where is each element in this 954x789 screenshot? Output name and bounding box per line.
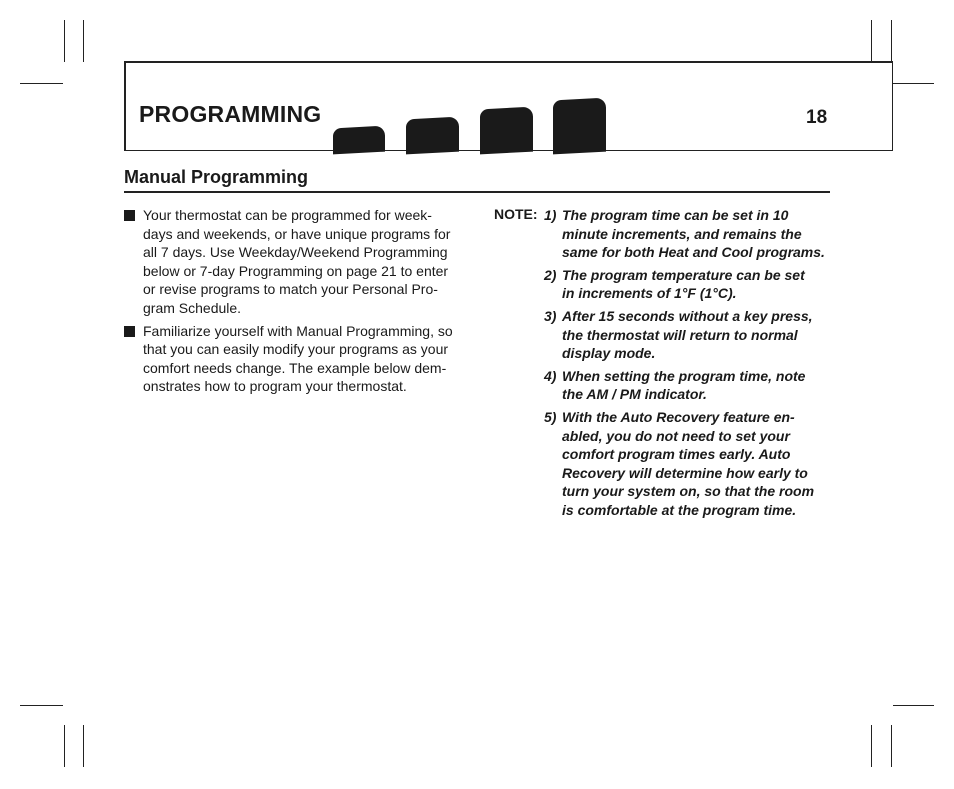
list-item	[124, 322, 464, 396]
note-item	[544, 307, 839, 363]
crop-mark	[893, 705, 934, 706]
crop-mark	[20, 83, 63, 84]
square-bullet-icon	[124, 210, 135, 221]
crop-mark	[64, 725, 65, 767]
page-number: 18	[806, 107, 828, 128]
bullet-text: Familiarize yourself with Manual Programming, so that you can easily modify your programs as your comfort needs change. The example below dem- onstrates how to program your thermostat.	[143, 322, 453, 395]
heading-rule	[124, 191, 830, 193]
note-number: 5)	[544, 408, 557, 425]
square-bullet-icon	[124, 326, 135, 337]
note-text: When setting the program time, note the AM / PM indicator.	[562, 367, 806, 403]
note-text: The program temperature can be set in increments of 1°F (1°C).	[562, 266, 805, 302]
manual-programming-heading: Manual Programming	[124, 167, 309, 187]
note-item	[544, 408, 839, 520]
note-text: After 15 seconds without a key press, the thermostat will return to normal display mode.	[562, 307, 813, 362]
crop-mark	[64, 20, 65, 62]
section-tab	[480, 107, 533, 155]
note-text: With the Auto Recovery feature en- abled, you do not need to set your comfort program times early. Auto Recovery will determine how early to turn your system on, so that the room is comfortable at the program time.	[562, 408, 815, 518]
crop-mark	[871, 20, 872, 62]
crop-mark	[891, 20, 892, 62]
note-item	[544, 206, 839, 262]
crop-mark	[83, 725, 84, 767]
section-title: PROGRAMMING	[139, 101, 322, 127]
notes-list	[544, 206, 839, 524]
note-number: 2)	[544, 266, 557, 283]
note-label: NOTE:	[494, 206, 538, 222]
section-tab	[553, 98, 606, 155]
crop-mark	[891, 725, 892, 767]
list-item	[124, 206, 464, 318]
crop-mark	[893, 83, 934, 84]
note-item	[544, 266, 839, 303]
note-number: 3)	[544, 307, 557, 324]
crop-mark	[83, 20, 84, 62]
section-tab	[406, 117, 459, 155]
note-text: The program time can be set in 10 minute increments, and remains the same for both Heat and Cool programs.	[562, 207, 825, 261]
section-tab	[333, 126, 385, 155]
note-number: 1)	[544, 207, 557, 223]
crop-mark	[871, 725, 872, 767]
note-number: 4)	[544, 367, 557, 384]
note-item	[544, 367, 839, 404]
bullet-list	[124, 206, 464, 400]
bullet-text: Your thermostat can be programmed for week- days and weekends, or have unique programs for all 7 days. Use Weekday/Weekend Programming below or 7-day Programming on page 21 to enter or revise programs to match your Personal Pro- gram Schedule.	[143, 207, 451, 316]
crop-mark	[20, 705, 63, 706]
